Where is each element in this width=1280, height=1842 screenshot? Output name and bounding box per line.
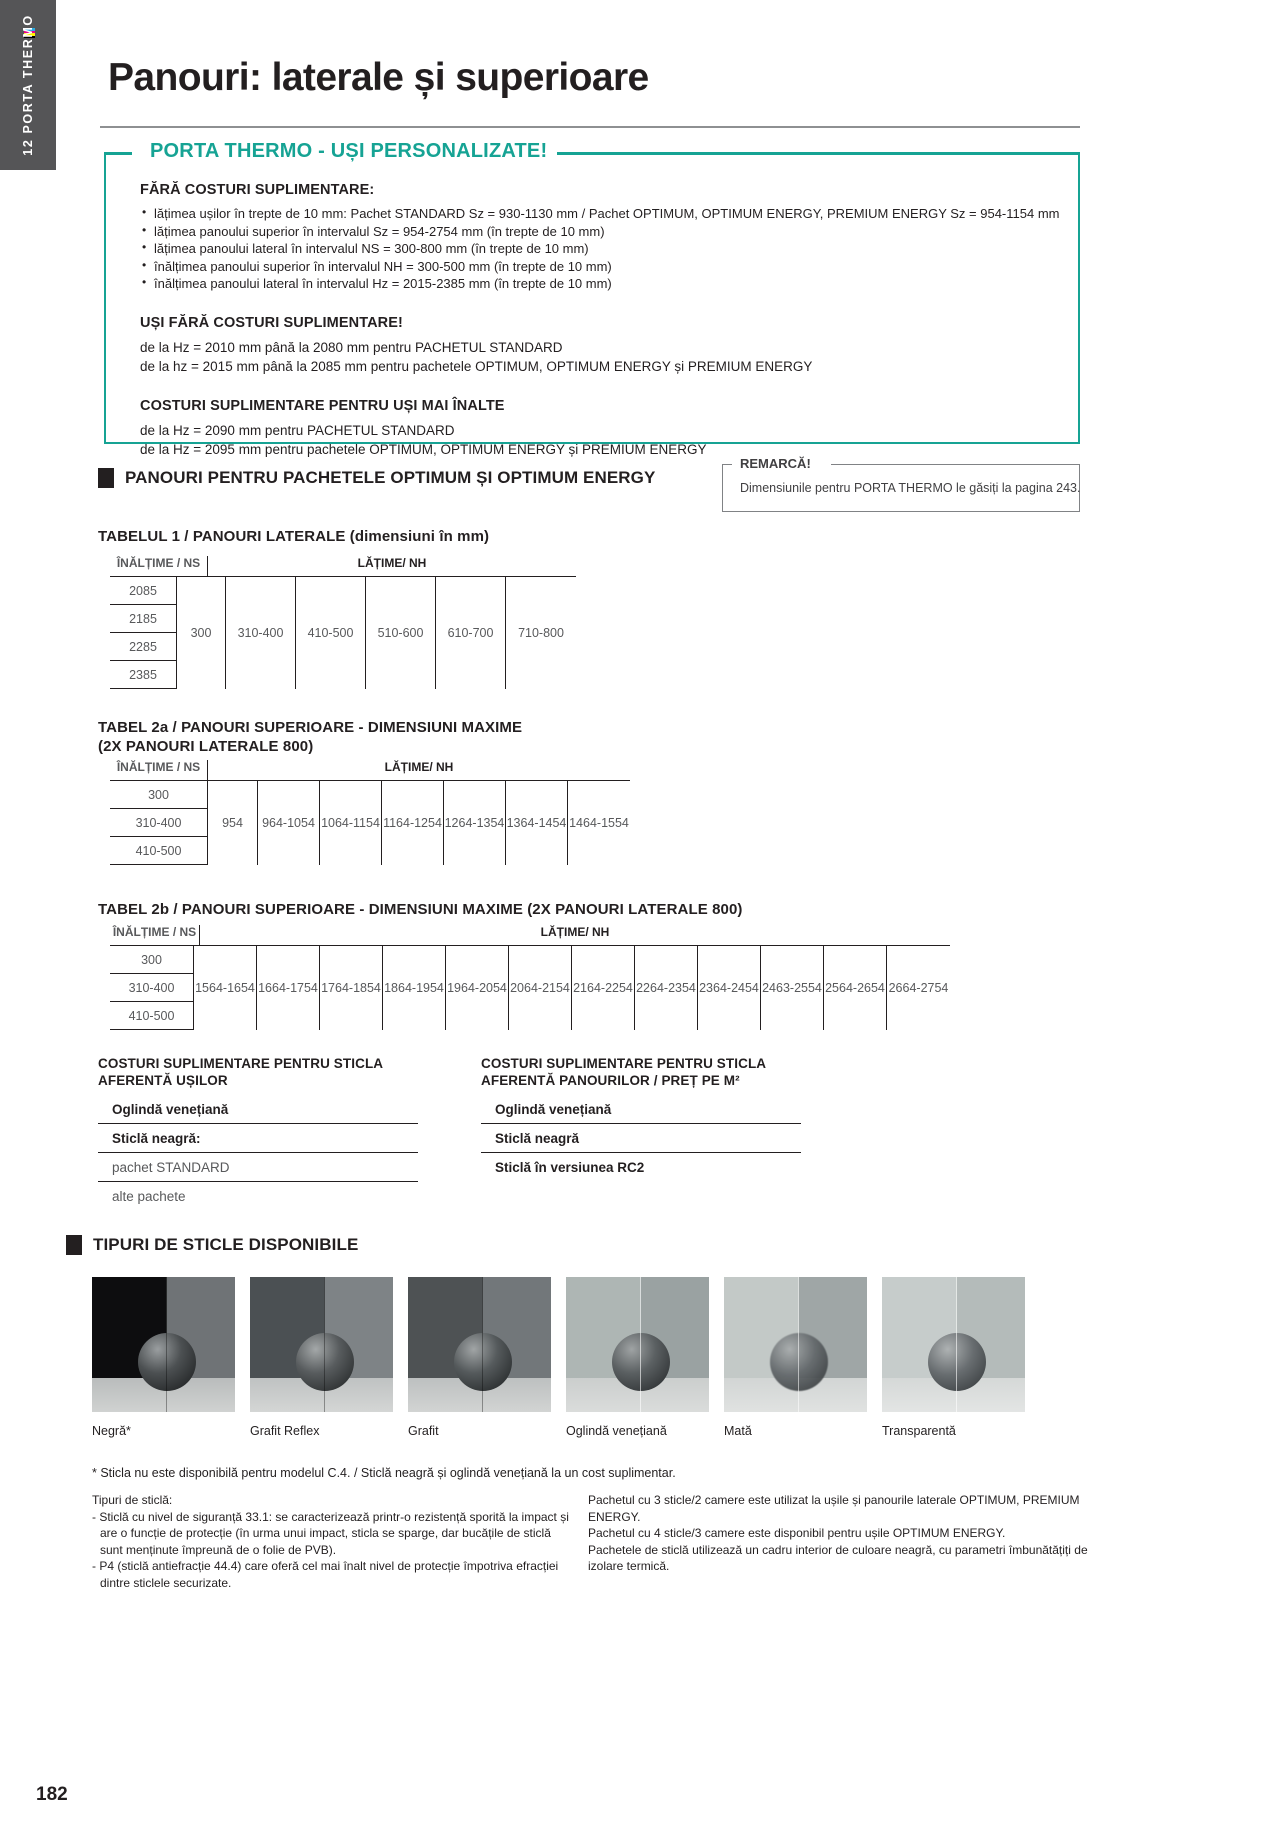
- glass-type-caption: Grafit: [408, 1424, 439, 1438]
- glass-type-caption: Negră*: [92, 1424, 131, 1438]
- glass-type-caption: Transparentă: [882, 1424, 956, 1438]
- table-cell: 610-700: [436, 577, 506, 689]
- table-cell: 954: [208, 781, 258, 865]
- table-row: 410-500: [110, 837, 207, 865]
- footnote-right-item: Pachetul cu 4 sticle/3 camere este disponibil pentru ușile OPTIMUM ENERGY.: [588, 1526, 1006, 1540]
- table2a-body: [110, 781, 630, 865]
- glass-sample-image: [250, 1277, 393, 1412]
- table-cell: 2264-2354: [635, 946, 698, 1030]
- section-heading-glass: [66, 1235, 358, 1255]
- footnote-left-item: - P4 (sticlă antiefracție 44.4) care oferă cel mai înalt nivel de protecție împotriva efracției dintre sticlele securizate.: [92, 1559, 559, 1590]
- table1-header-right: LĂȚIME/ NH: [357, 556, 427, 570]
- table-cell: 2463-2554: [761, 946, 824, 1030]
- section-heading-glass-label: TIPURI DE STICLE DISPONIBILE: [93, 1235, 359, 1254]
- cost-row: Oglindă venețiană: [98, 1095, 418, 1124]
- table2b-header-row: [110, 925, 950, 946]
- chapter-side-tab: [0, 0, 56, 170]
- table1: [110, 556, 576, 689]
- table-cell: 1664-1754: [257, 946, 320, 1030]
- glass-type-caption: Grafit Reflex: [250, 1424, 320, 1438]
- glass-type-item: [566, 1277, 709, 1438]
- remark-border-top-right: [831, 464, 1080, 465]
- table2a-row-labels: [110, 781, 208, 865]
- glass-type-caption: Oglindă venețiană: [566, 1424, 667, 1438]
- remark-text: Dimensiunile pentru PORTA THERMO le găsiți la pagina 243.: [740, 481, 1081, 495]
- costs-doors-block: [98, 1055, 418, 1210]
- glass-type-item: [882, 1277, 1025, 1438]
- table2b-title: TABEL 2b / PANOURI SUPERIOARE - DIMENSIUNI MAXIME (2X PANOURI LATERALE 800): [98, 901, 743, 918]
- cost-row: Sticlă în versiunea RC2: [495, 1160, 645, 1175]
- table2a-title-line2: (2X PANOURI LATERALE 800): [98, 738, 314, 755]
- table-cell: 1864-1954: [383, 946, 446, 1030]
- callout-section2-line: de la hz = 2015 mm până la 2085 mm pentru pachetele OPTIMUM, OPTIMUM ENERGY și PREMIUM ENERGY: [140, 358, 813, 374]
- table2a: [110, 760, 630, 865]
- page-title: Panouri: laterale și superioare: [108, 56, 649, 99]
- table1-columns: [177, 577, 576, 689]
- table2b: [110, 925, 950, 1030]
- footnote-asterisk: * Sticla nu este disponibilă pentru modelul C.4. / Sticlă neagră și oglindă venețiană la un cost suplimentar.: [92, 1466, 676, 1480]
- bullet-square-icon: [98, 468, 114, 488]
- list-item: • lățimea ușilor în trepte de 10 mm: Pachet STANDARD Sz = 930-1130 mm / Pachet OPTIMUM, OPTIMUM ENERGY, PREMIUM ENERGY Sz = 954-1154 mm: [140, 205, 1070, 223]
- callout-section2-line: de la Hz = 2010 mm până la 2080 mm pentru PACHETUL STANDARD: [140, 339, 563, 355]
- table2a-title-line1: TABEL 2a / PANOURI SUPERIOARE - DIMENSIUNI MAXIME: [98, 719, 523, 736]
- glass-types-gallery: [92, 1277, 1025, 1438]
- table-cell: 1064-1154: [320, 781, 382, 865]
- table-cell: 2064-2154: [509, 946, 572, 1030]
- cost-row: pachet STANDARD: [98, 1153, 418, 1182]
- list-item: • înălțimea panoului superior în intervalul NH = 300-500 mm (în trepte de 10 mm): [140, 258, 1070, 276]
- callout-border-top-right: [557, 152, 1080, 155]
- bullet-square-icon: [66, 1235, 82, 1255]
- costs-doors-title-line1: COSTURI SUPLIMENTARE PENTRU STICLA: [98, 1056, 384, 1071]
- table-cell: 1164-1254: [382, 781, 444, 865]
- costs-doors-title-line2: AFERENTĂ UȘILOR: [98, 1073, 228, 1088]
- glass-type-item: [408, 1277, 551, 1438]
- table1-header-row: [110, 556, 576, 577]
- footnote-left-item: - Sticlă cu nivel de siguranță 33.1: se caracterizează printr-o rezistență sporită la impact și are o funcție de protecție (în urma unui impact, sticla se sparge, dar bucățile de sticlă sunt menținute împreună de o folie de PVB).: [92, 1509, 569, 1557]
- table-row: 2185: [110, 605, 176, 633]
- footnote-right-item: Pachetul cu 3 sticle/2 camere este utilizat la ușile și panourile laterale OPTIMUM, PREMIUM ENERGY.: [588, 1493, 1080, 1524]
- cost-row: alte pachete: [112, 1189, 186, 1204]
- callout-bullet-list: [140, 205, 1070, 293]
- footnote-right-column: [588, 1492, 1088, 1575]
- costs-panels-block: [481, 1055, 801, 1181]
- table-cell: 310-400: [226, 577, 296, 689]
- table2a-header-right: LĂȚIME/ NH: [384, 760, 454, 774]
- callout-section3-line: de la Hz = 2090 mm pentru PACHETUL STANDARD: [140, 422, 455, 438]
- table-cell: 1264-1354: [444, 781, 506, 865]
- callout-body: [140, 182, 1070, 459]
- section-heading-panels: [98, 468, 655, 488]
- table1-body: [110, 577, 576, 689]
- glass-sample-image: [92, 1277, 235, 1412]
- table1-title: TABELUL 1 / PANOURI LATERALE (dimensiuni în mm): [98, 528, 490, 545]
- chapter-side-tab-label: 12 PORTA THERMO: [21, 14, 35, 156]
- table-cell: 1564-1654: [194, 946, 257, 1030]
- table-cell: 2664-2754: [888, 981, 949, 995]
- glass-type-item: [92, 1277, 235, 1438]
- table-cell: 2564-2654: [824, 946, 887, 1030]
- table-cell: 964-1054: [258, 781, 320, 865]
- table-cell: 1964-2054: [446, 946, 509, 1030]
- table-row: 310-400: [110, 974, 193, 1002]
- list-item: • lățimea panoului lateral în intervalul NS = 300-800 mm (în trepte de 10 mm): [140, 240, 1070, 258]
- glass-sample-image: [724, 1277, 867, 1412]
- table-cell: 510-600: [366, 577, 436, 689]
- cost-row: Oglindă venețiană: [481, 1095, 801, 1124]
- table1-row-labels: [110, 577, 177, 689]
- table-cell: 1464-1554: [569, 816, 629, 830]
- table-cell: 2364-2454: [698, 946, 761, 1030]
- cost-row: Sticlă neagră: [481, 1124, 801, 1153]
- remark-border-top-left: [722, 464, 732, 465]
- table-cell: 410-500: [296, 577, 366, 689]
- glass-type-item: [250, 1277, 393, 1438]
- table2a-columns: [208, 781, 630, 865]
- table2b-row-labels: [110, 946, 194, 1030]
- list-item: • înălțimea panoului lateral în intervalul Hz = 2015-2385 mm (în trepte de 10 mm): [140, 275, 1070, 293]
- costs-panels-title-line1: COSTURI SUPLIMENTARE PENTRU STICLA: [481, 1056, 767, 1071]
- table-cell: 710-800: [518, 626, 564, 640]
- table-row: 300: [110, 946, 193, 974]
- callout-border-top-left: [104, 152, 132, 155]
- table2b-header-right: LĂȚIME/ NH: [540, 925, 610, 939]
- callout-section3-heading: COSTURI SUPLIMENTARE PENTRU UȘI MAI ÎNALTE: [140, 397, 505, 414]
- table-row: 2085: [110, 577, 176, 605]
- section-heading-panels-label: PANOURI PENTRU PACHETELE OPTIMUM ȘI OPTIMUM ENERGY: [125, 468, 656, 487]
- glass-sample-image: [566, 1277, 709, 1412]
- glass-type-item: [724, 1277, 867, 1438]
- footnote-left-heading: Tipuri de sticlă:: [92, 1493, 173, 1507]
- table-row: 310-400: [110, 809, 207, 837]
- glass-sample-image: [882, 1277, 1025, 1412]
- table-row: 410-500: [110, 1002, 193, 1030]
- footnote-right-item: Pachetele de sticlă utilizează un cadru interior de culoare neagră, cu parametri îmbunătățiți de izolare termică.: [588, 1542, 1088, 1573]
- table-row: 300: [110, 781, 207, 809]
- costs-panels-title-line2: AFERENTĂ PANOURILOR / PREȚ PE M²: [481, 1073, 740, 1088]
- table2b-columns: [194, 946, 950, 1030]
- table2a-header-left: ÎNĂLȚIME / NS: [110, 760, 208, 780]
- title-divider: [100, 126, 1080, 128]
- table-cell: 1764-1854: [320, 946, 383, 1030]
- table-cell: 300: [177, 577, 226, 689]
- table1-header-left: ÎNĂLȚIME / NS: [110, 556, 208, 576]
- callout-section1-heading: FĂRĂ COSTURI SUPLIMENTARE:: [140, 182, 375, 198]
- table-row: 2285: [110, 633, 176, 661]
- list-item: • lățimea panoului superior în intervalul Sz = 954-2754 mm (în trepte de 10 mm): [140, 223, 1070, 241]
- callout-section2-heading: UȘI FĂRĂ COSTURI SUPLIMENTARE!: [140, 314, 403, 331]
- glass-type-caption: Mată: [724, 1424, 752, 1438]
- page-number: 182: [36, 1784, 68, 1805]
- table2b-body: [110, 946, 950, 1030]
- remark-legend: REMARCĂ!: [734, 456, 817, 471]
- table2b-header-left: ÎNĂLȚIME / NS: [110, 925, 200, 945]
- table2a-header-row: [110, 760, 630, 781]
- glass-sample-image: [408, 1277, 551, 1412]
- table-row: 2385: [110, 661, 176, 689]
- table-cell: 2164-2254: [572, 946, 635, 1030]
- footnote-left-column: [92, 1492, 572, 1591]
- callout-section3-line: de la Hz = 2095 mm pentru pachetele OPTIMUM, OPTIMUM ENERGY și PREMIUM ENERGY: [140, 441, 707, 457]
- table-cell: 1364-1454: [506, 781, 568, 865]
- callout-legend: PORTA THERMO - UȘI PERSONALIZATE!: [142, 140, 555, 163]
- cost-row: Sticlă neagră:: [98, 1124, 418, 1153]
